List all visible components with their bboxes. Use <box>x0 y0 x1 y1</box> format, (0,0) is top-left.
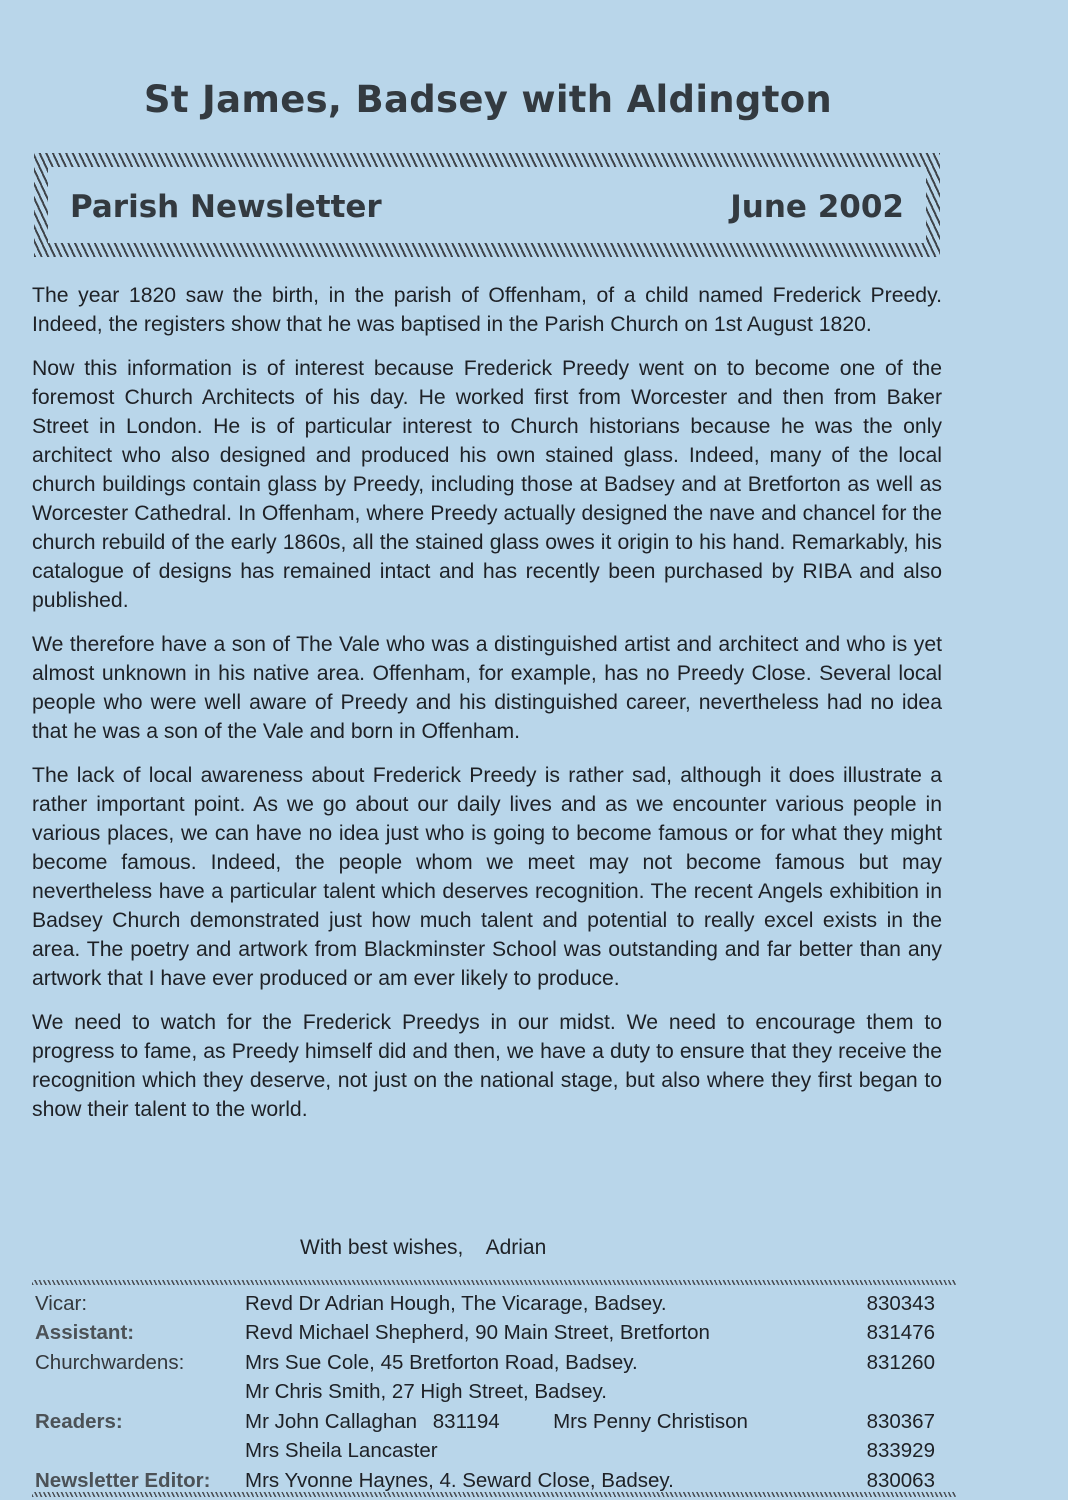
paragraph-2: Now this information is of interest because Frederick Preedy went on to become one of the foremost Church Architects of his day. He worked first from Worcester and then from Baker Street in London. He is of particular interest to Church historians because he was the only architect who also designed and produced his own stained glass. Indeed, many of the local church buildings contain glass by Preedy, including those at Badsey and at Bretforton as well as Worcester Cathedral. In Offenham, where Preedy actually designed the nave and chancel for the church rebuild of the early 1860s, all the stained glass owes it origin to his hand. Remarkably, his catalogue of designs has remained intact and has recently been purchased by RIBA and also published. <box>32 357 942 612</box>
phone-number-empty <box>825 1378 935 1408</box>
role-label-empty <box>35 1437 245 1467</box>
parish-title: St James, Badsey with Aldington <box>143 78 833 121</box>
phone-number: 830063 <box>866 1468 935 1492</box>
contact-name: Mrs Yvonne Haynes, 4. Seward Close, Badsey. <box>245 1468 674 1492</box>
contact-row-vicar <box>35 1289 935 1319</box>
banner-inner <box>48 167 926 243</box>
contact-name: Mrs Sue Cole, 45 Bretforton Road, Badsey. <box>245 1350 638 1374</box>
newsletter-banner <box>34 153 940 257</box>
contact-row-churchwardens <box>35 1348 935 1378</box>
phone-number: 833929 <box>866 1439 935 1463</box>
contacts-table <box>35 1289 935 1496</box>
contact-row-assistant <box>35 1319 935 1349</box>
paragraph-3: We therefore have a son of The Vale who was a distinguished artist and architect and who is yet almost unknown in his native area. Offenham, for example, has no Preedy Close. Several local people who were well aware of Preedy and his distinguished career, nevertheless had no idea that he was a son of the Vale and born in Offenham. <box>32 633 942 743</box>
phone-number: 830343 <box>866 1291 935 1315</box>
phone-number: 830367 <box>866 1409 935 1433</box>
paragraph-1: The year 1820 saw the birth, in the parish of Offenham, of a child named Frederick Preedy. Indeed, the registers show that he was baptised in the Parish Church on 1st August 1820. <box>32 284 942 336</box>
role-label: Readers: <box>35 1409 123 1433</box>
role-label: Vicar: <box>35 1291 88 1315</box>
contact-row-churchwardens-2 <box>35 1378 935 1408</box>
role-label: Newsletter Editor: <box>35 1468 211 1492</box>
paragraph-5: We need to watch for the Frederick Preedys in our midst. We need to encourage them to progress to fame, as Preedy himself did and then, we have a duty to ensure that they receive the recognition which they deserve, not just on the national stage, but also where they first began to show their talent to the world. <box>32 1011 942 1121</box>
top-divider <box>32 1280 956 1285</box>
newsletter-label: Parish Newsletter <box>70 189 382 225</box>
phone-number: 831260 <box>866 1350 935 1374</box>
paragraph-4: The lack of local awareness about Frederick Preedy is rather sad, although it does illustrate a rather important point. As we go about our daily lives and as we encounter various people in various places, we can have no idea just who is going to become famous or for what they might become famous. Indeed, the people whom we meet may not become famous but may nevertheless have a particular talent which deserves recognition. The recent Angels exhibition in Badsey Church demonstrated just how much talent and potential to really excel exists in the area. The poetry and artwork from Blackminster School was outstanding and far better than any artwork that I have ever produced or am ever likely to produce. <box>32 764 942 990</box>
contact-name: Mr John Callaghan <box>245 1409 418 1433</box>
contact-name: Revd Michael Shepherd, 90 Main Street, Bretforton <box>245 1321 710 1345</box>
role-label-empty <box>35 1378 245 1408</box>
contact-inline-phone: 831194 <box>432 1409 500 1433</box>
contact-name: Mr Chris Smith, 27 High Street, Badsey. <box>245 1380 607 1404</box>
role-label: Assistant: <box>35 1321 135 1345</box>
contact-name: Mrs Sheila Lancaster <box>245 1439 438 1463</box>
bottom-divider <box>32 1492 956 1497</box>
signoff: With best wishes, Adrian <box>300 1236 547 1259</box>
issue-date: June 2002 <box>730 189 904 225</box>
contact-name-group <box>245 1407 825 1437</box>
role-label: Churchwardens: <box>35 1350 185 1374</box>
article-body <box>32 281 942 1139</box>
contact-row-readers-2 <box>35 1437 935 1467</box>
phone-number: 831476 <box>866 1321 935 1345</box>
contact-row-readers <box>35 1407 935 1437</box>
contact-name: Revd Dr Adrian Hough, The Vicarage, Badsey. <box>245 1291 667 1315</box>
contact-name: Mrs Penny Christison <box>553 1409 748 1433</box>
